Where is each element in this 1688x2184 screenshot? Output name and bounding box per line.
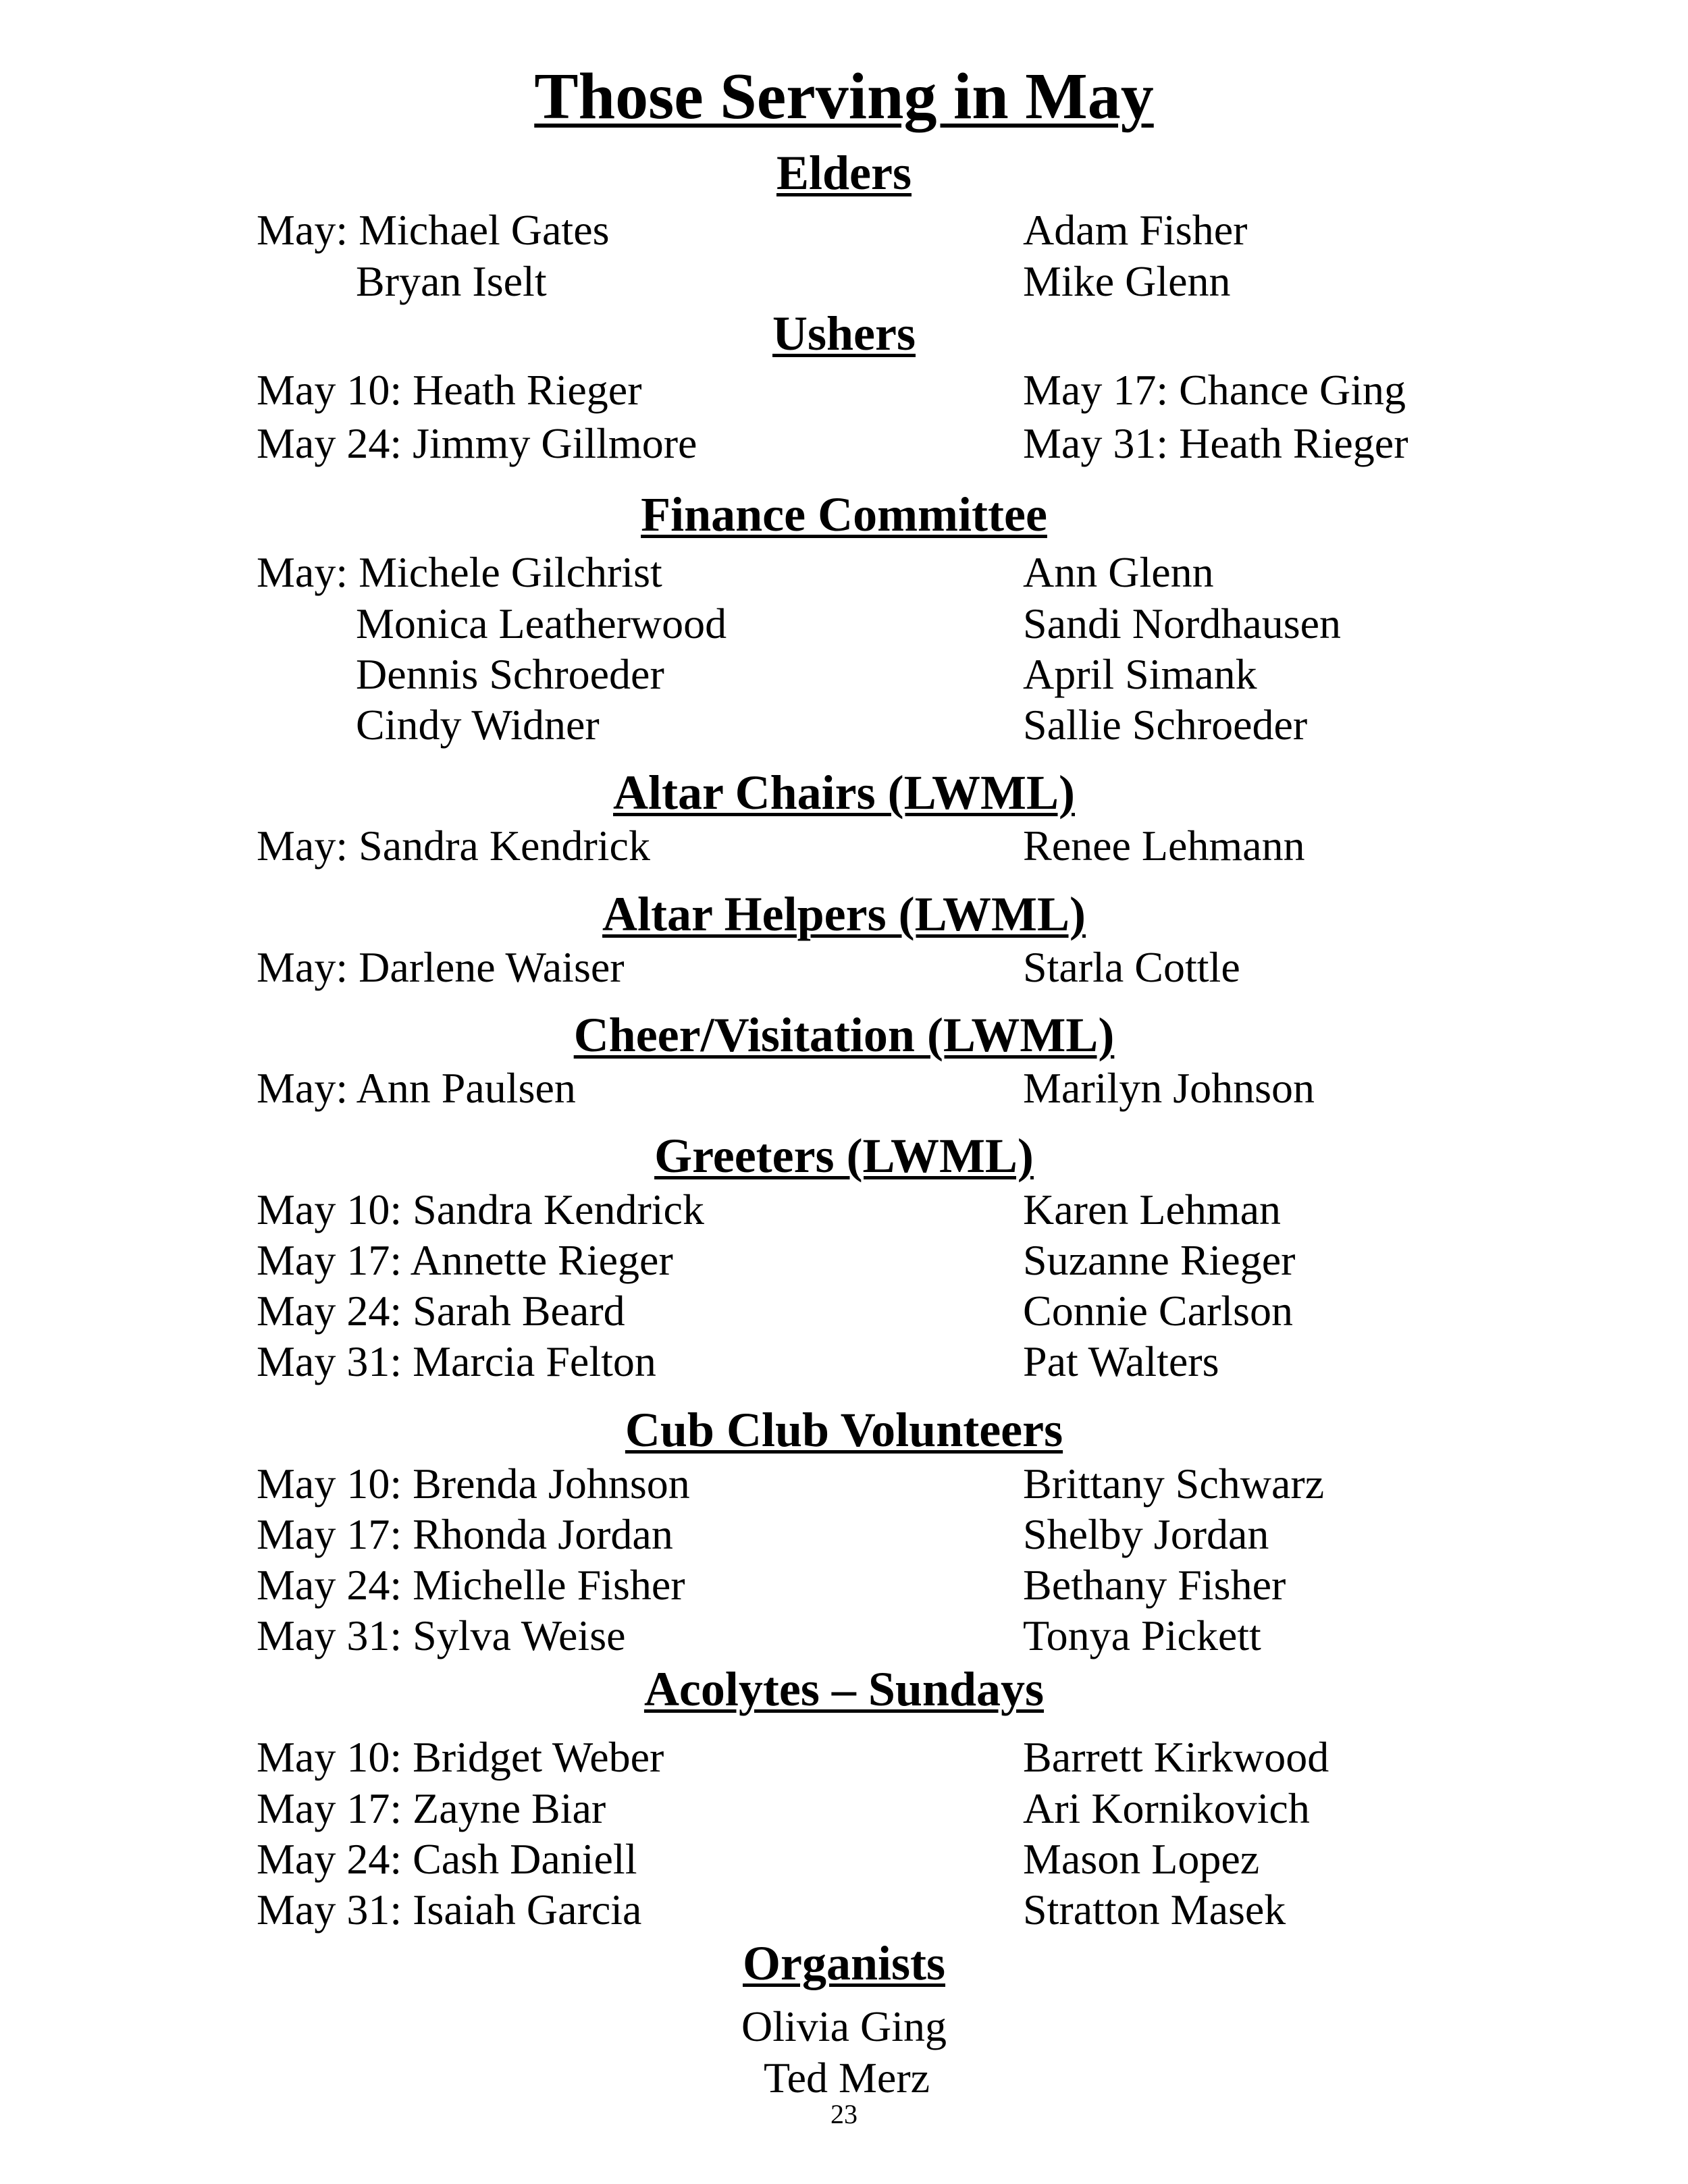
elders-left-2: Bryan Iselt: [356, 257, 547, 305]
greeters-right-1: Karen Lehman: [1023, 1186, 1282, 1233]
heading-elders: Elders: [776, 146, 912, 200]
greeters-left-1: May 10: Sandra Kendrick: [257, 1186, 704, 1233]
altar-helpers-right-1: Starla Cottle: [1023, 943, 1240, 991]
heading-greeters: Greeters (LWML): [654, 1129, 1034, 1183]
cub-club-left-3: May 24: Michelle Fisher: [257, 1561, 685, 1609]
greeters-left-3: May 24: Sarah Beard: [257, 1287, 625, 1335]
heading-altar-chairs: Altar Chairs (LWML): [613, 766, 1075, 820]
altar-helpers-left-1: May: Darlene Waiser: [257, 943, 625, 991]
altar-chairs-right-1: Renee Lehmann: [1023, 822, 1305, 870]
heading-altar-helpers: Altar Helpers (LWML): [602, 887, 1086, 941]
cub-club-right-3: Bethany Fisher: [1023, 1561, 1286, 1609]
ushers-right-2: May 31: Heath Rieger: [1023, 419, 1408, 467]
elders-right-2: Mike Glenn: [1023, 257, 1231, 305]
page-number: 23: [830, 2099, 858, 2129]
ushers-left-2: May 24: Jimmy Gillmore: [257, 419, 697, 467]
heading-acolytes-sundays: Acolytes – Sundays: [643, 1662, 1045, 1716]
heading-cub-club-volunteers: Cub Club Volunteers: [625, 1403, 1063, 1457]
cheer-left-1: May: Ann Paulsen: [257, 1064, 576, 1112]
ushers-right-1: May 17: Chance Ging: [1023, 366, 1406, 414]
heading-finance-committee: Finance Committee: [641, 487, 1047, 541]
greeters-left-2: May 17: Annette Rieger: [257, 1236, 673, 1284]
finance-left-4: Cindy Widner: [356, 701, 600, 749]
ushers-left-1: May 10: Heath Rieger: [257, 366, 642, 414]
organist-1: Olivia Ging: [741, 2002, 947, 2050]
acolytes-left-3: May 24: Cash Daniell: [257, 1835, 637, 1883]
acolytes-left-1: May 10: Bridget Weber: [257, 1733, 664, 1781]
finance-right-3: April Simank: [1023, 650, 1257, 698]
cheer-right-1: Marilyn Johnson: [1023, 1064, 1315, 1112]
greeters-right-2: Suzanne Rieger: [1023, 1236, 1296, 1284]
cub-club-left-1: May 10: Brenda Johnson: [257, 1460, 690, 1508]
cub-club-right-1: Brittany Schwarz: [1023, 1460, 1325, 1508]
acolytes-right-1: Barrett Kirkwood: [1023, 1733, 1329, 1781]
cub-club-right-2: Shelby Jordan: [1023, 1510, 1269, 1558]
acolytes-right-4: Stratton Masek: [1023, 1886, 1286, 1934]
organist-2: Ted Merz: [763, 2054, 930, 2102]
heading-organists: Organists: [742, 1936, 946, 1990]
acolytes-right-3: Mason Lopez: [1023, 1835, 1260, 1883]
acolytes-left-4: May 31: Isaiah Garcia: [257, 1886, 642, 1934]
finance-right-4: Sallie Schroeder: [1023, 701, 1308, 749]
greeters-right-4: Pat Walters: [1023, 1337, 1219, 1385]
cub-club-left-2: May 17: Rhonda Jordan: [257, 1510, 673, 1558]
finance-right-2: Sandi Nordhausen: [1023, 600, 1342, 647]
acolytes-left-2: May 17: Zayne Biar: [257, 1784, 606, 1832]
cub-club-left-4: May 31: Sylva Weise: [257, 1612, 626, 1659]
elders-right-1: Adam Fisher: [1023, 206, 1248, 254]
elders-left-1: May: Michael Gates: [257, 206, 610, 254]
acolytes-right-2: Ari Kornikovich: [1023, 1784, 1310, 1832]
finance-right-1: Ann Glenn: [1023, 548, 1214, 596]
page-title: Those Serving in May: [534, 60, 1154, 133]
greeters-right-3: Connie Carlson: [1023, 1287, 1293, 1335]
heading-ushers: Ushers: [772, 307, 916, 361]
finance-left-1: May: Michele Gilchrist: [257, 548, 662, 596]
altar-chairs-left-1: May: Sandra Kendrick: [257, 822, 650, 870]
finance-left-3: Dennis Schroeder: [356, 650, 664, 698]
heading-cheer-visitation: Cheer/Visitation (LWML): [573, 1008, 1115, 1062]
greeters-left-4: May 31: Marcia Felton: [257, 1337, 656, 1385]
finance-left-2: Monica Leatherwood: [356, 600, 727, 647]
cub-club-right-4: Tonya Pickett: [1023, 1612, 1261, 1659]
